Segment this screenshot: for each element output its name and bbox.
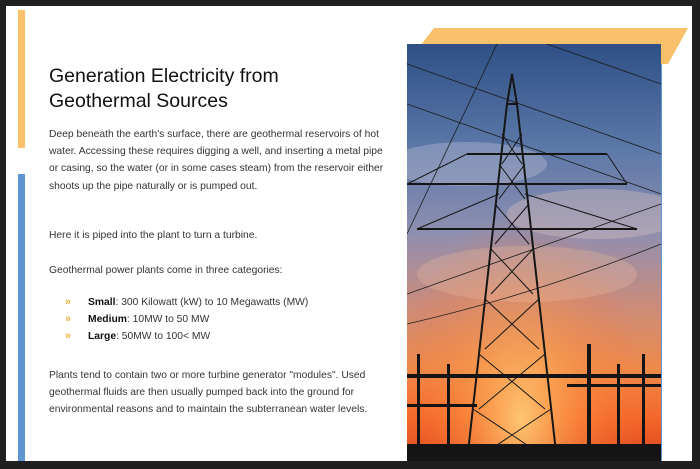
list-item (49, 311, 308, 328)
paragraph-turbine: Here it is piped into the plant to turn a turbine. (49, 230, 258, 241)
slide-title: Generation Electricity from Geothermal Sources (49, 65, 279, 112)
power-tower-photo (407, 44, 661, 461)
list-item (49, 328, 308, 345)
category-desc: : 10MW to 50 MW (126, 314, 210, 326)
chevron-double-right-icon: » (65, 330, 72, 343)
paragraph-categories: Geothermal power plants come in three categories: (49, 265, 283, 276)
chevron-double-right-icon: » (65, 296, 72, 308)
category-name: Small (88, 297, 116, 308)
category-name: Medium (88, 314, 127, 326)
category-list (49, 294, 308, 346)
category-name: Large (88, 331, 117, 343)
list-item (49, 294, 308, 311)
category-desc: : 300 Kilowatt (kW) to 10 Megawatts (MW) (115, 297, 309, 308)
paragraph-modules: Plants tend to contain two or more turbine generator "modules". Used geothermal fluids are then usually pumped back into the ground for environmental reasons and to maintain the subterranean water levels. (49, 370, 368, 416)
chevron-double-right-icon: » (65, 313, 72, 326)
blue-accent-bar (18, 174, 25, 461)
category-desc: : 50MW to 100< MW (116, 331, 211, 343)
slide (6, 6, 692, 461)
yellow-accent-bar (18, 10, 25, 148)
paragraph-intro: Deep beneath the earth's surface, there are geothermal reservoirs of hot water. Accessing these requires digging a well, and inserting a metal pipe or casing, so the water (or in some cases steam) from the reservoir either shoots up the pipe naturally or is pumped out. (49, 129, 384, 192)
